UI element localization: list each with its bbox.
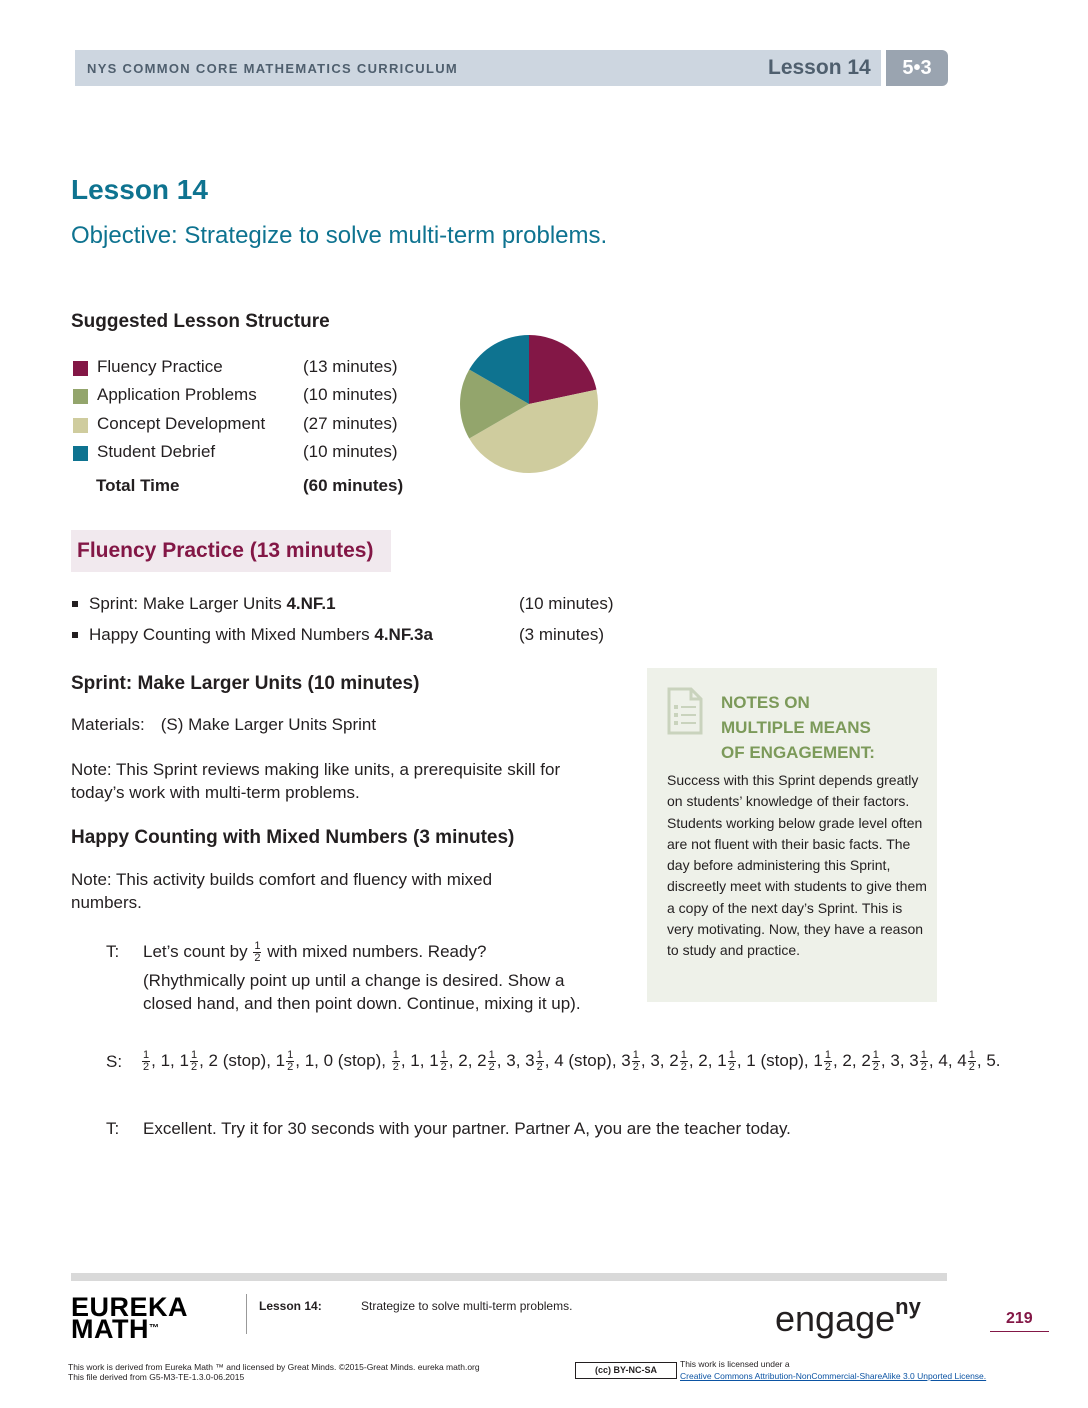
dialogue-teacher-label: T: <box>106 942 120 961</box>
total-time-value: (60 minutes) <box>303 476 404 495</box>
dialogue-teacher-line-1: Let’s count by $\frac{1}{2}$ with mixed numbers. Ready? <box>143 940 487 965</box>
count-term: 1 $\frac{1}{2}$ , <box>179 1049 209 1074</box>
sprint-heading: Sprint: Make Larger Units (10 minutes) <box>71 673 420 694</box>
legend-swatch <box>73 418 88 433</box>
fluency-bullet-happy-counting <box>72 625 672 647</box>
bullet-text: Sprint: Make Larger Units 4.NF.1 <box>89 594 336 613</box>
count-term: $\frac{1}{2}$ , <box>143 1049 161 1074</box>
count-term: 1 $\frac{1}{2}$ , <box>429 1049 459 1074</box>
fraction-one-half: $\frac{1}{2}$ <box>968 1049 975 1074</box>
bullet-icon <box>72 632 78 638</box>
footer-license: This work is licensed under a Creative Commons Attribution-NonCommercial-ShareAlike 3.0 Unported License. <box>680 1359 987 1381</box>
count-term: 4 $\frac{1}{2}$ , <box>957 1049 987 1074</box>
lesson-objective: Objective: Strategize to solve multi-term problems. <box>71 222 608 249</box>
happy-counting-note: Note: This activity builds comfort and fluency with mixed numbers. <box>71 870 493 912</box>
count-term: 2, <box>842 1051 862 1070</box>
sprint-note: Note: This Sprint reviews making like units, a prerequisite skill for today’s work with multi-term problems. <box>71 760 561 802</box>
fraction-one-half: $\frac{1}{2}$ <box>824 1049 831 1074</box>
count-term: 1, <box>304 1051 324 1070</box>
bullet-icon <box>72 601 78 607</box>
count-term: 2 (stop), <box>208 1051 276 1070</box>
count-term: 2, <box>698 1051 718 1070</box>
header-lesson-label: Lesson 14 <box>768 56 871 79</box>
document-icon <box>667 687 703 735</box>
fraction-one-half: $\frac{1}{2}$ <box>872 1049 879 1074</box>
fraction-one-half: $\frac{1}{2}$ <box>190 1049 198 1074</box>
count-term: 3, <box>890 1051 910 1070</box>
footer-rule <box>71 1273 947 1281</box>
count-term: 1, <box>160 1051 180 1070</box>
legend-name: Student Debrief <box>97 442 216 461</box>
fluency-bullet-sprint <box>72 594 672 616</box>
sprint-materials: Materials: (S) Make Larger Units Sprint <box>71 715 377 734</box>
count-term: 4 (stop), <box>554 1051 622 1070</box>
count-term: 2 $\frac{1}{2}$ , <box>861 1049 891 1074</box>
fraction-one-half: $\frac{1}{2}$ <box>392 1049 399 1074</box>
count-term: 1 (stop), <box>746 1051 814 1070</box>
footer-divider <box>246 1294 247 1334</box>
engageny-logo: engage$^{ny}$ <box>775 1294 921 1339</box>
dialogue-teacher-label-2: T: <box>106 1119 120 1138</box>
count-term: 3, <box>650 1051 670 1070</box>
dialogue-teacher-line-2: Excellent. Try it for 30 seconds with your partner. Partner A, you are the teacher today. <box>143 1119 791 1138</box>
lesson-title: Lesson 14 <box>71 174 208 205</box>
footer-lesson-text: Strategize to solve multi-term problems. <box>361 1299 573 1313</box>
count-term: 3 $\frac{1}{2}$ , <box>621 1049 651 1074</box>
count-term: 2, <box>458 1051 478 1070</box>
footer-lesson-label: Lesson 14: <box>259 1299 322 1313</box>
count-term: 0 (stop), <box>323 1051 391 1070</box>
count-term: 2 $\frac{1}{2}$ , <box>477 1049 507 1074</box>
page-number-rule <box>990 1331 1049 1332</box>
fraction-one-half: $\frac{1}{2}$ <box>488 1049 495 1074</box>
legend-name: Concept Development <box>97 414 266 433</box>
bullet-text: Happy Counting with Mixed Numbers 4.NF.3a <box>89 625 433 644</box>
count-term: 4, <box>938 1051 958 1070</box>
legend-swatch <box>73 446 88 461</box>
count-term: 3 $\frac{1}{2}$ , <box>525 1049 555 1074</box>
footer-attribution: This work is derived from Eureka Math ™ and licensed by Great Minds. ©2015-Great Minds. eureka math.org This file derived from G5-M3-TE-1.3.0-06.2015 <box>68 1362 480 1382</box>
license-link[interactable]: Creative Commons Attribution-NonCommercial-ShareAlike 3.0 Unported License. <box>680 1371 987 1381</box>
fraction-one-half: $\frac{1}{2}$ <box>143 1049 150 1074</box>
fraction-one-half: $\frac{1}{2}$ <box>440 1049 447 1074</box>
legend-minutes: (10 minutes) <box>303 442 398 461</box>
structure-heading: Suggested Lesson Structure <box>71 311 330 332</box>
notes-body: Success with this Sprint depends greatly on students’ knowledge of their factors. Students working below grade level often are not fluent with their basic facts. The day before administering this Sprint, discreetly meet with students to give them a copy of the next day’s Sprint. This is very motivating. Now, they have a reason to study and practice. <box>667 772 927 959</box>
fraction-one-half: $\frac{1}{2}$ <box>254 940 261 965</box>
grade-module-tag: 5•3 <box>886 50 948 86</box>
eureka-math-logo: EUREKA MATH™ <box>71 1292 189 1344</box>
legend-minutes: (10 minutes) <box>303 385 398 404</box>
legend-name: Application Problems <box>97 385 257 404</box>
legend-minutes: (13 minutes) <box>303 357 398 376</box>
curriculum-label: NYS COMMON CORE MATHEMATICS CURRICULUM <box>87 61 459 76</box>
fraction-one-half: $\frac{1}{2}$ <box>728 1049 735 1074</box>
fraction-one-half: $\frac{1}{2}$ <box>680 1049 687 1074</box>
legend-swatch <box>73 361 88 376</box>
count-term: 5. <box>986 1051 1001 1070</box>
total-time-label: Total Time <box>96 476 180 495</box>
legend-minutes: (27 minutes) <box>303 414 398 433</box>
count-term: 3, <box>506 1051 526 1070</box>
count-term: 2 $\frac{1}{2}$ , <box>669 1049 699 1074</box>
bullet-minutes: (3 minutes) <box>519 625 605 644</box>
happy-counting-heading: Happy Counting with Mixed Numbers (3 minutes) <box>71 827 515 848</box>
count-term: 3 $\frac{1}{2}$ , <box>909 1049 939 1074</box>
bullet-minutes: (10 minutes) <box>519 594 614 613</box>
page-number: 219 <box>1006 1310 1033 1327</box>
dialogue-student-label: S: <box>106 1052 123 1071</box>
lesson-structure-pie-chart <box>458 333 600 475</box>
creative-commons-badge: (cc) BY-NC-SA <box>575 1362 677 1379</box>
notes-heading: NOTES ON MULTIPLE MEANS OF ENGAGEMENT: <box>721 693 875 762</box>
count-term: 1 $\frac{1}{2}$ , <box>813 1049 843 1074</box>
fluency-heading: Fluency Practice (13 minutes) <box>77 539 374 562</box>
count-term: 1 $\frac{1}{2}$ , <box>717 1049 747 1074</box>
legend-name: Fluency Practice <box>97 357 223 376</box>
fraction-one-half: $\frac{1}{2}$ <box>536 1049 543 1074</box>
fraction-one-half: $\frac{1}{2}$ <box>632 1049 639 1074</box>
dialogue-student-counting <box>141 1044 1001 1077</box>
fraction-one-half: $\frac{1}{2}$ <box>920 1049 927 1074</box>
fraction-one-half: $\frac{1}{2}$ <box>287 1049 294 1074</box>
count-term: 1 $\frac{1}{2}$ , <box>275 1049 305 1074</box>
count-term: $\frac{1}{2}$ , <box>392 1049 411 1074</box>
count-term: 1, <box>410 1051 430 1070</box>
dialogue-teacher-directions: (Rhythmically point up until a change is desired. Show a closed hand, and then point down. Continue, mixing it up). <box>143 971 581 1013</box>
legend-swatch <box>73 389 88 404</box>
